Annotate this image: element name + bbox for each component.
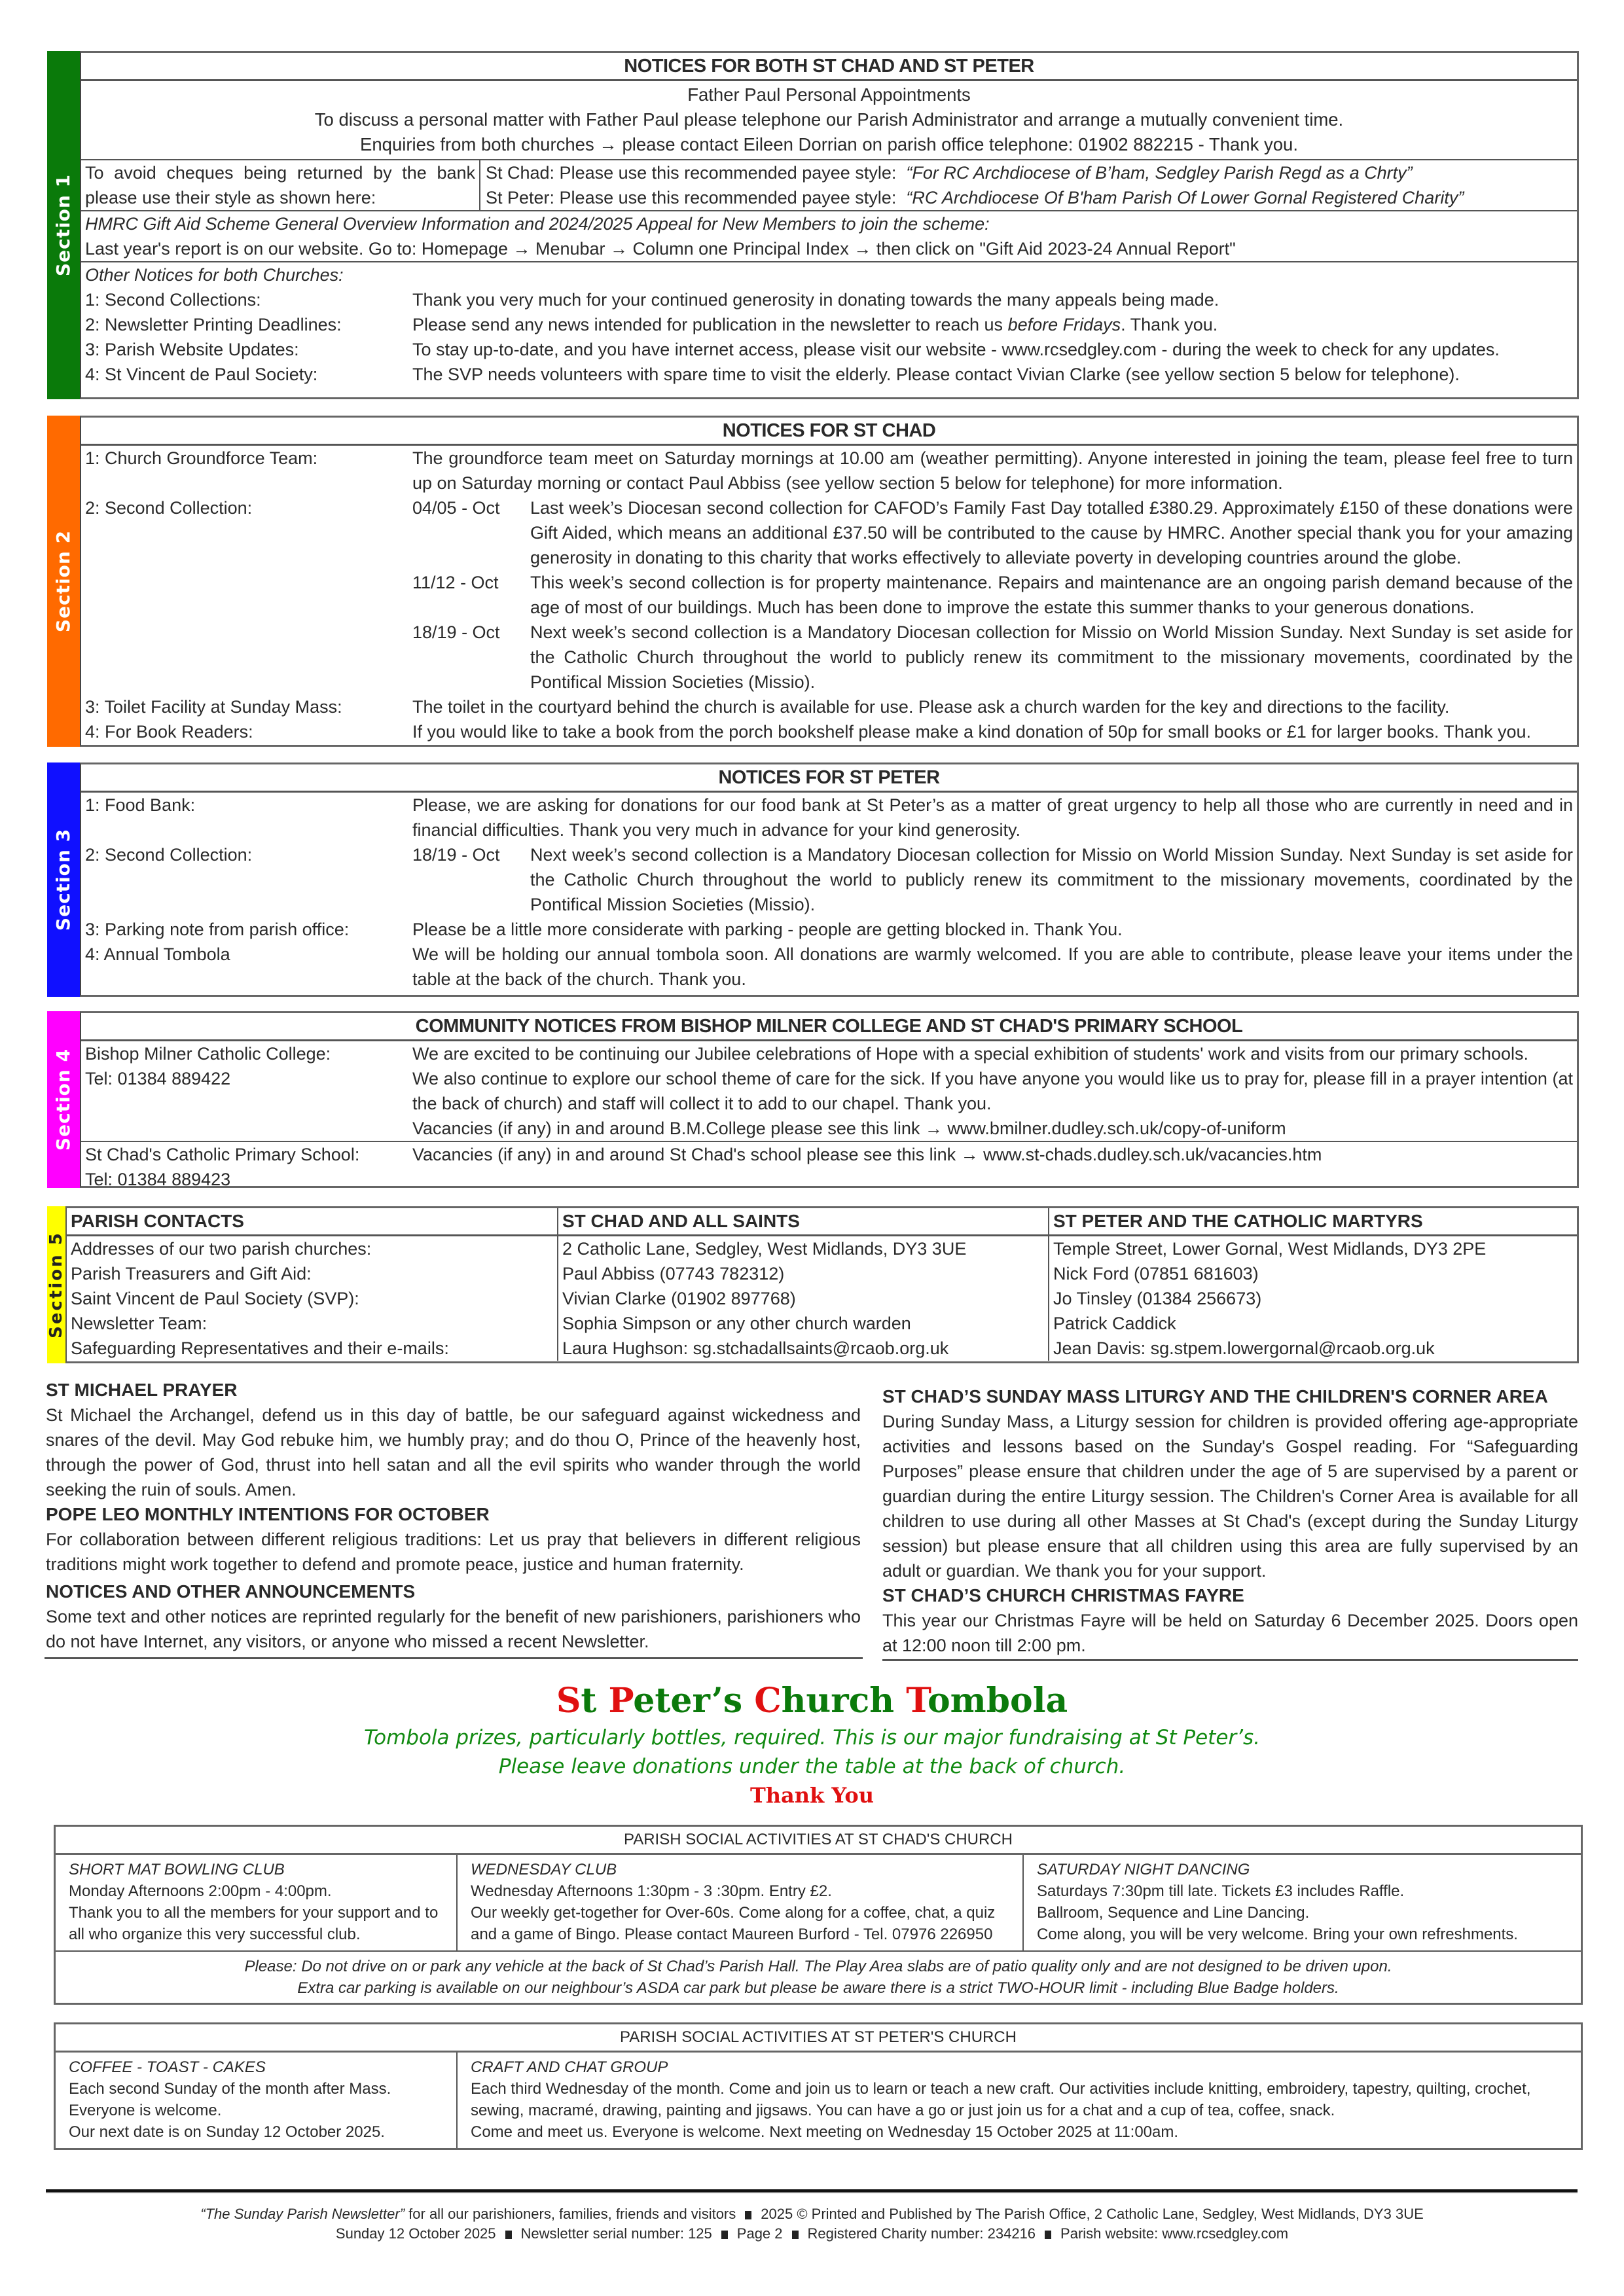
other-notices (81, 261, 1577, 387)
liturgy-title: ST CHAD’S SUNDAY MASS LITURGY AND THE CHILDREN'S CORNER AREA (882, 1386, 1548, 1407)
chad-payee-label: St Chad: Please use this recommended payee style: (486, 163, 897, 183)
section-2-heading: NOTICES FOR ST CHAD (81, 418, 1577, 446)
right-column-rule (882, 1659, 1578, 1661)
school-vacancies-link[interactable]: Vacancies (if any) in and around St Chad's school please see this link → www.st-chads.dudley.sch.uk/vacancies.htm (412, 1145, 1322, 1164)
contacts-header: ST CHAD AND ALL SAINTS (558, 1208, 1049, 1236)
section-4 (47, 1011, 1579, 1188)
giftaid-line[interactable]: Last year's report is on our website. Go to: Homepage → Menubar → Column one Principal Index → then click on "Gift Aid 2023-24 Annual Report" (85, 239, 1236, 259)
section-5-tab: Section 5 (47, 1206, 65, 1363)
bullet-square-icon (1045, 2231, 1051, 2239)
peter-activities-box (54, 2022, 1583, 2150)
section-5 (47, 1206, 1579, 1363)
toilet-item: 3: Toilet Facility at Sunday Mass: The toilet in the courtyard behind the church is available for use. Please ask a church warden for the key and directions to the facility. (85, 697, 1450, 717)
activity-column: SHORT MAT BOWLING CLUB Monday Afternoons 2:00pm - 4:00pm. Thank you to all the members for your support and to all who organize this very successful club. (69, 1861, 439, 1943)
second-collection-item: 2: Second Collection: 04/05 - Oct Last week’s Diocesan second collection for CAFOD’s Family Fast Day totalled £380.29. Approximately £150 of these donations were Gift Aided, which means an additional £37.50 will be contributed to the cause by HMRC. Another special thank you for your amazing generosity in donating to this charity that works effectively to alleviate poverty in developing countries around the globe. 11/12 - Oct This week’s second collection is for property maintenance. Repairs and maintenance are an ongoing parish demand because of the age of most of our buildings. Much has been done to improve the estate this summer thanks to your generous donations. 18/19 - Oct Next week’s second collection is a Mandatory Diocesan collection for Missio on World Mission Sunday. Next Sunday is set aside for the Catholic Church throughout the world to publicly renew its commitment to the missionary movements, coordinated by the Pontifical Mission Societies (Missio). (81, 495, 1577, 694)
activity-column: COFFEE - TOAST - CAKES Each second Sunday of the month after Mass. Everyone is welcome. Our next date is on Sunday 12 October 2025. (69, 2058, 391, 2141)
section-4-heading: COMMUNITY NOTICES FROM BISHOP MILNER COLLEGE AND ST CHAD'S PRIMARY SCHOOL (81, 1013, 1577, 1041)
section-3 (47, 762, 1579, 997)
bullet-square-icon (745, 2211, 751, 2219)
table-row: Safeguarding Representatives and their e-mails: Laura Hughson: sg.stchadallsaints@rcaob.org.uk Jean Davis: sg.stpem.lowergornal@rcaob.org.uk (67, 1336, 1577, 1361)
liturgy-text: During Sunday Mass, a Liturgy session for children is provided offering age-appropriate activities and lessons based on the Sunday's Gospel reading. For “Safeguarding Purposes” please ensure that children under the age of 5 are supervised by a parent or guardian during the entire Liturgy session. The Children's Corner Area is available for all children to use during all other Masses at St Chad's (except during the Sunday Liturgy session) but please ensure that all children using this area are fully supervised by an adult or guardian. We thank you for your support. (882, 1412, 1578, 1581)
pope-text: For collaboration between different religious traditions: Let us pray that believers in different religious traditions might work together to defend and promote peace, justice and human fraternity. (46, 1530, 861, 1574)
second-collection-item: 2: Second Collection: 18/19 - Oct Next week’s second collection is a Mandatory Diocesan collection for Missio on World Mission Sunday. Next Sunday is set aside for the Catholic Church throughout the world to publicly renew its commitment to the missionary movements, coordinated by the Pontifical Mission Societies (Missio). (85, 845, 1573, 914)
prayer-title: ST MICHAEL PRAYER (46, 1380, 238, 1400)
section-3-heading: NOTICES FOR ST PETER (81, 764, 1577, 793)
other-notices-title: Other Notices for both Churches: (85, 265, 344, 285)
contacts-header: PARISH CONTACTS (67, 1208, 558, 1236)
email-link[interactable]: Jean Davis: sg.stpem.lowergornal@rcaob.org.uk (1049, 1336, 1577, 1361)
peter-activities-heading: PARISH SOCIAL ACTIVITIES AT ST PETER'S CHURCH (56, 2024, 1581, 2053)
cheques-block (81, 159, 1577, 210)
website-link[interactable]: To stay up-to-date, and you have internet access, please visit our website - www.rcsedgley.com - during the week to check for any updates. (412, 340, 1500, 359)
tombola-banner (0, 1679, 1624, 1810)
cheques-label: To avoid cheques being returned by the bank please use their style as shown here: (81, 160, 480, 210)
activity-column: WEDNESDAY CLUB Wednesday Afternoons 1:30pm - 3 :30pm. Entry £2. Our weekly get-together for Over-60s. Come along for a coffee, chat, a quiz and a game of Bingo. Please contact Maureen Burford - Tel. 07976 226950 (456, 1855, 1022, 1950)
parish-contacts-table (67, 1208, 1577, 1361)
notice-item: 1: Second Collections: Thank you very much for your continued generosity in donating towards the many appeals being made. (85, 290, 1219, 310)
footer-line-1: “The Sunday Parish Newsletter” for all our parishioners, families, friends and visitors 2025 © Printed and Published by The Parish Office, 2 Catholic Lane, Sedgley, West Midlands, DY3 3UE (200, 2206, 1424, 2222)
table-row: Addresses of our two parish churches: 2 Catholic Lane, Sedgley, West Midlands, DY3 3UE Temple Street, Lower Gornal, West Midlands, DY3 2PE (67, 1236, 1577, 1262)
appointments-line2: Enquiries from both churches → please contact Eileen Dorrian on parish office telephone: 01902 882215 - Thank you. (360, 134, 1298, 154)
contacts-header: ST PETER AND THE CATHOLIC MARTYRS (1049, 1208, 1577, 1236)
left-column (46, 1378, 861, 1654)
school-tel: Tel: 01384 889423 (85, 1170, 231, 1189)
college-item: Bishop Milner Catholic College: Tel: 01384 889422 We are excited to be continuing our Jubilee celebrations of Hope with a special exhibition of students' work and visits from our primary schools. We also continue to explore our school theme of care for the sick. If you have anyone you would like us to pray for, please fill in a prayer intention (at the back of church) and staff will collect it to add to our chapel. Thank you. Vacancies (if any) in and around B.M.College please see this link → www.bmilner.dudley.sch.uk/copy-of-uniform (81, 1041, 1577, 1141)
bullet-square-icon (792, 2231, 799, 2239)
right-column (882, 1384, 1578, 1658)
parking-note: Please: Do not drive on or park any vehicle at the back of St Chad’s Parish Hall. The Play Area slabs are of patio quality only and are not designed to be driven upon. Extra car parking is available on our neighbour’s ASDA car park but please be aware there is a strict TWO-HOUR limit - including Blue Badge holders. (56, 1950, 1581, 2003)
chad-activities-box (54, 1825, 1583, 2005)
chad-activities-heading: PARISH SOCIAL ACTIVITIES AT ST CHAD'S CHURCH (56, 1827, 1581, 1855)
bullet-square-icon (505, 2231, 512, 2239)
tombola-line-1: Tombola prizes, particularly bottles, required. This is our major fundraising at St Peter’s. (364, 1726, 1260, 1749)
foodbank-item: 1: Food Bank: Please, we are asking for donations for our food bank at St Peter’s as a matter of great urgency to help all those who are currently in need and in financial difficulties. Thank you very much in advance for your kind generosity. (85, 795, 1573, 840)
table-row: Newsletter Team: Sophia Simpson or any other church warden Patrick Caddick (67, 1311, 1577, 1336)
pope-title: POPE LEO MONTHLY INTENTIONS FOR OCTOBER (46, 1504, 490, 1524)
collection-entry: 18/19 - Oct Next week’s second collection is a Mandatory Diocesan collection for Missio on World Mission Sunday. Next Sunday is set aside for the Catholic Church throughout the world to publicly renew its commitment to the missionary movements, coordinated by the Pontifical Mission Societies (Missio). (412, 622, 1573, 692)
notice-item: 2: Newsletter Printing Deadlines: Please send any news intended for publication in the newsletter to reach us before Fridays. Thank you. (85, 315, 1218, 334)
prayer-text: St Michael the Archangel, defend us in this day of battle, be our safeguard against wickedness and snares of the devil. May God rebuke him, we humbly pray; and do thou O, Prince of the heavenly host, through the power of God, thrust into hell satan and all the evil spirits who wander through the world seeking the ruin of souls. Amen. (46, 1405, 861, 1499)
peter-payee-value: “RC Archdiocese Of B'ham Parish Of Lower Gornal Registered Charity” (906, 188, 1464, 207)
fayre-title: ST CHAD’S CHURCH CHRISTMAS FAYRE (882, 1585, 1244, 1605)
email-link[interactable]: Laura Hughson: sg.stchadallsaints@rcaob.org.uk (558, 1336, 1049, 1361)
collection-entry: 04/05 - Oct Last week’s Diocesan second collection for CAFOD’s Family Fast Day totalled £380.29. Approximately £150 of these donations were Gift Aided, which means an additional £37.50 will be contributed to the cause by HMRC. Another special thank you for your amazing generosity in donating to this charity that works effectively to alleviate poverty in developing countries around the globe. (412, 498, 1573, 567)
section-2-tab: Section 2 (47, 416, 80, 747)
college-vacancies-link[interactable]: Vacancies (if any) in and around B.M.College please see this link → www.bmilner.dudley.sch.uk/copy-of-uniform (412, 1119, 1286, 1138)
tombola-item: 4: Annual Tombola We will be holding our annual tombola soon. All donations are warmly welcomed. If you are able to contribute, please leave your items under the table at the back of the church. Thank you. (85, 944, 1573, 989)
notice-item: 4: St Vincent de Paul Society: The SVP needs volunteers with spare time to visit the elderly. Please contact Vivian Clarke (see yellow section 5 below for telephone). (85, 365, 1460, 384)
appointments-title: Father Paul Personal Appointments (687, 84, 971, 105)
table-row: Saint Vincent de Paul Society (SVP): Vivian Clarke (01902 897768) Jo Tinsley (01384 256673) (67, 1286, 1577, 1311)
parking-item: 3: Parking note from parish office: Please be a little more considerate with parking - people are getting blocked in. Thank You. (85, 920, 1123, 939)
collection-entry: 11/12 - Oct This week’s second collection is for property maintenance. Repairs and maintenance are an ongoing parish demand because of the age of most of our buildings. Much has been done to improve the estate this summer thanks to your generous donations. (412, 573, 1573, 617)
activity-column: CRAFT AND CHAT GROUP Each third Wednesday of the month. Come and join us to learn or teach a new craft. Our activities include knitting, embroidery, tapestry, quilting, crochet, sewing, macramé, drawing, painting and jigsaws. You can have a go or just join us for a chat and a cup of tea, coffee, snack. Come and meet us. Everyone is welcome. Next meeting on Wednesday 15 October 2025 at 11:00am. (456, 2053, 1581, 2148)
footer-rule (46, 2189, 1578, 2193)
left-column-rule (45, 1657, 863, 1659)
section-1-tab: Section 1 (47, 51, 80, 399)
notices-text: Some text and other notices are reprinted regularly for the benefit of new parishioners, parishioners who do not have Internet, any visitors, or anyone who missed a recent Newsletter. (46, 1607, 861, 1651)
college-tel: Tel: 01384 889422 (85, 1069, 231, 1088)
section-2 (47, 416, 1579, 747)
tombola-thanks: Thank You (749, 1783, 875, 1808)
website-link[interactable]: Parish website: www.rcsedgley.com (1060, 2225, 1289, 2242)
footer-line-2: Sunday 12 October 2025 Newsletter serial number: 125 Page 2 Registered Charity number: 234216 Parish website: www.rcsedgley.com (335, 2225, 1289, 2242)
chad-payee-value: “For RC Archdiocese of B’ham, Sedgley Parish Regd as a Chrty” (906, 163, 1413, 183)
notice-item: 3: Parish Website Updates: To stay up-to-date, and you have internet access, please visit our website - www.rcsedgley.com - during the week to check for any updates. (81, 337, 1577, 362)
peter-payee-label: St Peter: Please use this recommended payee style: (486, 188, 897, 207)
activity-column: SATURDAY NIGHT DANCING Saturdays 7:30pm till late. Tickets £3 includes Raffle. Ballroom, Sequence and Line Dancing. Come along, you will be very welcome. Bring your own refreshments. (1022, 1855, 1581, 1950)
school-item: St Chad's Catholic Primary School: Tel: 01384 889423 Vacancies (if any) in and around St Chad's school please see this link → www.st-chads.dudley.sch.uk/vacancies.htm (81, 1141, 1577, 1192)
tombola-title: St Peter’s Church Tombola (556, 1681, 1068, 1721)
bullet-square-icon (721, 2231, 728, 2239)
giftaid-title: HMRC Gift Aid Scheme General Overview Information and 2024/2025 Appeal for New Members to join the scheme: (85, 214, 990, 234)
books-item: 4: For Book Readers: If you would like to take a book from the porch bookshelf please make a kind donation of 50p for small books or £1 for larger books. Thank you. (85, 722, 1531, 742)
groundforce-item: 1: Church Groundforce Team: The groundforce team meet on Saturday mornings at 10.00 am (weather permitting). Anyone interested in joining the team, please feel free to turn up on Saturday morning or contact Paul Abbiss (see yellow section 5 below for telephone) for more information. (85, 448, 1573, 493)
section-4-tab: Section 4 (47, 1011, 80, 1188)
section-1 (47, 51, 1579, 399)
table-row: Parish Treasurers and Gift Aid: Paul Abbiss (07743 782312) Nick Ford (07851 681603) (67, 1261, 1577, 1286)
section-3-tab: Section 3 (47, 762, 80, 997)
tombola-line-2: Please leave donations under the table at the back of church. (498, 1755, 1126, 1778)
fayre-text: This year our Christmas Fayre will be held on Saturday 6 December 2025. Doors open at 12:00 noon till 2:00 pm. (882, 1611, 1578, 1655)
appointments-block (81, 81, 1577, 159)
footer (0, 2204, 1624, 2244)
appointments-line1: To discuss a personal matter with Father Paul please telephone our Parish Administrator and arrange a mutually convenient time. (314, 109, 1344, 130)
giftaid-block (81, 210, 1577, 261)
notices-title: NOTICES AND OTHER ANNOUNCEMENTS (46, 1581, 416, 1602)
section-1-heading: NOTICES FOR BOTH ST CHAD AND ST PETER (81, 53, 1577, 81)
